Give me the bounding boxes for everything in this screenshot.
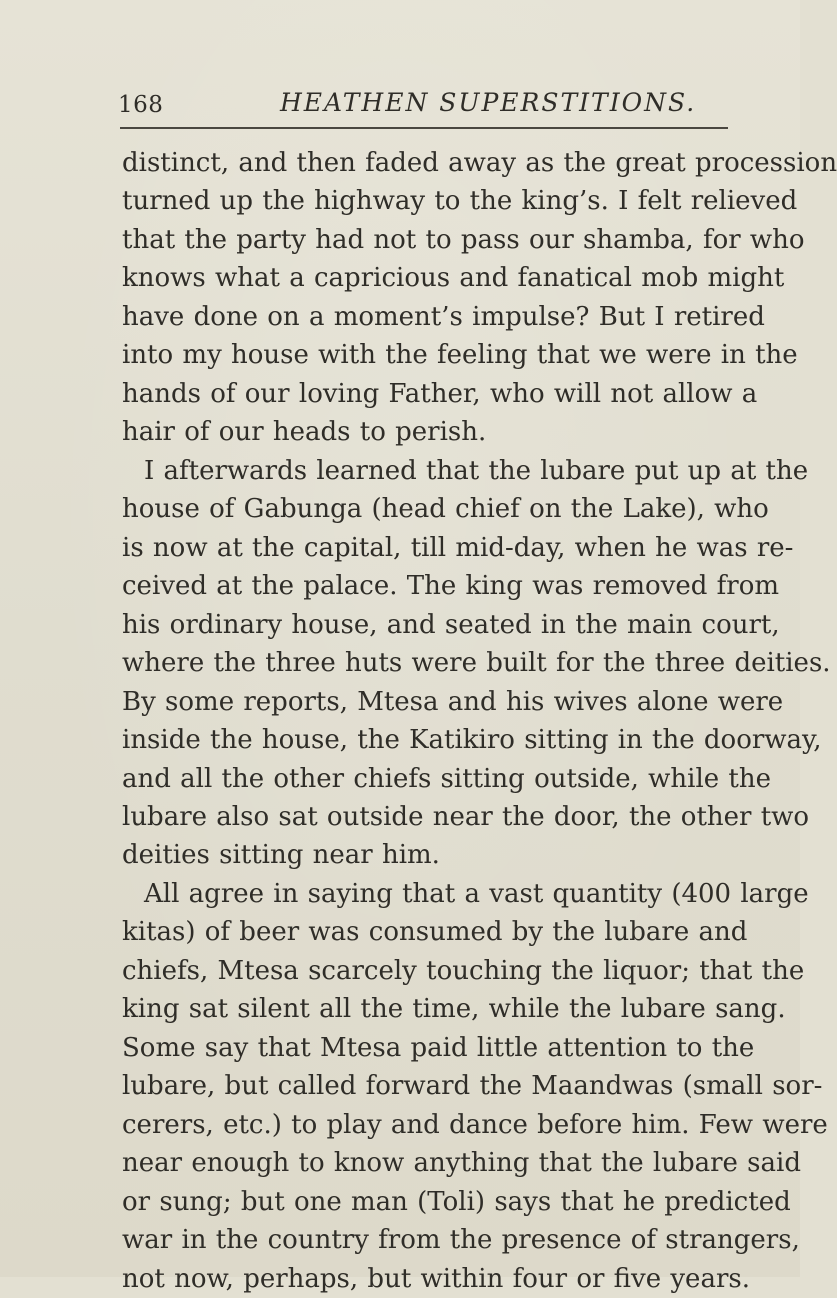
text-line: have done on a moment’s impulse? But I retired <box>122 301 765 332</box>
page-header <box>118 84 730 124</box>
text-line: into my house with the feeling that we were in the <box>122 340 798 371</box>
text-line: deities sitting near him. <box>122 840 440 871</box>
text-line: knows what a capricious and fanatical mob might <box>122 263 785 294</box>
text-line: lubare, but called forward the Maandwas (small sor- <box>122 1071 823 1102</box>
text-line: inside the house, the Katikiro sitting in the doorway, <box>122 725 822 756</box>
running-title: HEATHEN SUPERSTITIONS. <box>280 88 697 117</box>
text-line: turned up the highway to the king’s. I felt relieved <box>122 186 798 217</box>
text-line: where the three huts were built for the three deities. <box>122 648 831 679</box>
header-rule <box>120 127 728 129</box>
text-line: war in the country from the presence of strangers, <box>122 1225 800 1256</box>
body-text <box>122 144 837 1298</box>
text-line: kitas) of beer was consumed by the lubare and <box>122 917 748 948</box>
text-line: ceived at the palace. The king was removed from <box>122 571 780 602</box>
text-line: By some reports, Mtesa and his wives alone were <box>122 686 784 717</box>
text-line: chiefs, Mtesa scarcely touching the liquor; that the <box>122 955 805 986</box>
text-line: his ordinary house, and seated in the main court, <box>122 609 780 640</box>
text-line: hair of our heads to perish. <box>122 417 487 448</box>
text-line: is now at the capital, till mid-day, when he was re- <box>122 532 794 563</box>
text-line: king sat silent all the time, while the lubare sang. <box>122 994 786 1025</box>
text-line: and all the other chiefs sitting outside, while the <box>122 763 772 794</box>
text-line: distinct, and then faded away as the great procession <box>122 148 837 178</box>
text-line: house of Gabunga (head chief on the Lake), who <box>122 494 769 525</box>
page-number: 168 <box>118 92 164 118</box>
text-line: or sung; but one man (Toli) says that he predicted <box>122 1186 791 1217</box>
text-line: I afterwards learned that the lubare put up at the <box>144 455 809 486</box>
text-line: near enough to know anything that the lubare said <box>122 1148 801 1179</box>
text-line: Some say that Mtesa paid little attention to the <box>122 1032 755 1063</box>
text-line: that the party had not to pass our shamba, for who <box>122 224 805 255</box>
text-line: All agree in saying that a vast quantity (400 large <box>144 878 809 909</box>
text-line: cerers, etc.) to play and dance before him. Few were <box>122 1109 828 1140</box>
text-line: hands of our loving Father, who will not allow a <box>122 378 758 409</box>
text-line: lubare also sat outside near the door, the other two <box>122 801 810 832</box>
text-line: not now, perhaps, but within four or five years. <box>122 1263 750 1294</box>
